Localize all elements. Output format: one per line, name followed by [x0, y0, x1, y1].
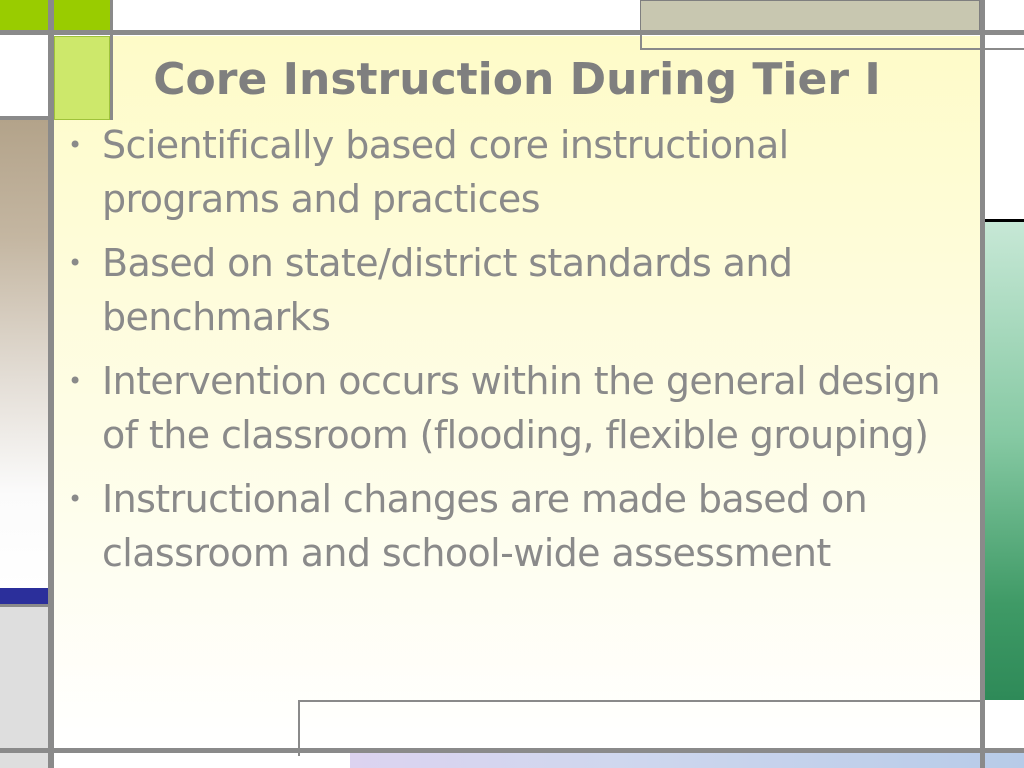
frame-line-left-upper [0, 116, 48, 120]
bullet-text: Intervention occurs within the general design of the classroom (flooding, flexible grouping) [102, 359, 940, 457]
bullet-list [64, 118, 976, 590]
bullet-text: Instructional changes are made based on classroom and school-wide assessment [102, 477, 868, 575]
frame-line-left-lower [0, 604, 48, 607]
bullet-dot-icon: • [68, 249, 82, 277]
decor-gray-block-left [0, 604, 48, 768]
decor-blue-bar-left [0, 588, 48, 604]
bullet-dot-icon: • [68, 131, 82, 159]
slide-title: Core Instruction During Tier I [153, 54, 881, 105]
frame-line-bottom [0, 748, 1024, 753]
bullet-item [64, 236, 976, 344]
decor-tan-bar-top [640, 0, 980, 32]
frame-line-right [980, 0, 985, 768]
bullet-text: Scientifically based core instructional programs and practices [102, 123, 789, 221]
bullet-text: Based on state/district standards and benchmarks [102, 241, 793, 339]
bullet-item [64, 472, 976, 580]
decor-green-gradient-right [984, 222, 1024, 700]
bullet-dot-icon: • [68, 485, 82, 513]
bullet-item [64, 118, 976, 226]
bullet-item [64, 354, 976, 462]
decor-tan-gradient-left [0, 120, 48, 588]
bullet-dot-icon: • [68, 367, 82, 395]
decor-green-bar-top [0, 0, 110, 30]
frame-line-top [0, 30, 1024, 35]
